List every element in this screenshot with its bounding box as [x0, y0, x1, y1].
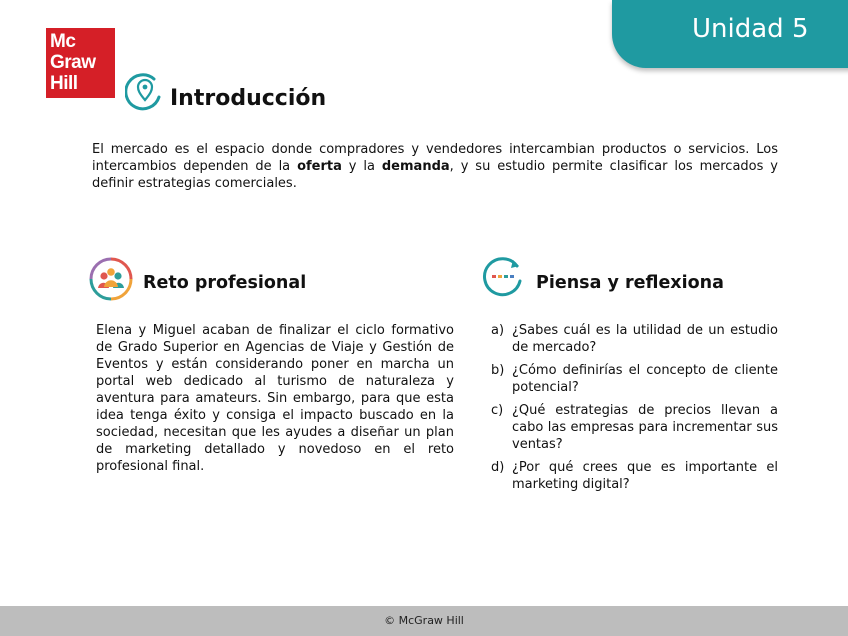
- team-cycle-icon: [88, 256, 134, 302]
- intro-text-1: El mercado es el espacio donde compradores y vendedores intercambian productos o servicios. Los intercambios dependen de la: [92, 142, 778, 174]
- question-text: ¿Qué estrategias de precios llevan a cabo las empresas para incrementar sus ventas?: [512, 403, 778, 452]
- question-item: [491, 322, 778, 356]
- question-text: ¿Por qué crees que es importante el marketing digital?: [512, 460, 778, 492]
- mcgraw-hill-logo: [46, 28, 115, 98]
- question-item: [491, 459, 778, 493]
- question-list: [491, 322, 778, 499]
- intro-paragraph: [92, 142, 778, 192]
- reto-title: Reto profesional: [143, 273, 307, 293]
- intro-title: Introducción: [170, 86, 327, 111]
- intro-demanda: demanda: [381, 158, 450, 174]
- question-text: ¿Sabes cuál es la utilidad de un estudio de mercado?: [512, 323, 778, 355]
- unit-tab: [612, 0, 848, 68]
- intro-text-3: , y su estudio permite clasificar los mercados y definir estrategias comerciales.: [92, 158, 778, 191]
- intro-oferta: oferta: [297, 158, 342, 174]
- question-letter: a): [491, 323, 505, 338]
- logo-line-2: Graw: [50, 52, 96, 73]
- question-text: ¿Cómo definirías el concepto de cliente potencial?: [512, 363, 778, 395]
- logo-line-3: Hill: [50, 73, 78, 94]
- refresh-dots-icon: [480, 255, 524, 299]
- piensa-title: Piensa y reflexiona: [536, 273, 724, 293]
- question-item: [491, 362, 778, 396]
- intro-text-2: y la: [341, 158, 382, 174]
- question-letter: b): [491, 363, 505, 378]
- reto-paragraph: Elena y Miguel acaban de finalizar el ciclo formativo de Grado Superior en Agencias de Viaje y Gestión de Eventos y están considerando poner en marcha un portal web dedicado al turismo de naturaleza y aventura para amateurs. Sin embargo, para que esta idea tenga éxito y consiga el impacto buscado en la sociedad, necesitan que les ayudes a diseñar un plan de marketing detallado y novedoso en el reto profesional final.: [96, 323, 454, 474]
- location-pin-icon: [125, 73, 165, 115]
- unit-label: Unidad 5: [692, 14, 809, 44]
- question-item: [491, 402, 778, 453]
- logo-line-1: Mc: [50, 31, 76, 52]
- question-letter: c): [491, 403, 504, 418]
- copyright-text: © McGraw Hill: [384, 614, 464, 627]
- footer-bar: [0, 606, 848, 636]
- question-letter: d): [491, 460, 505, 475]
